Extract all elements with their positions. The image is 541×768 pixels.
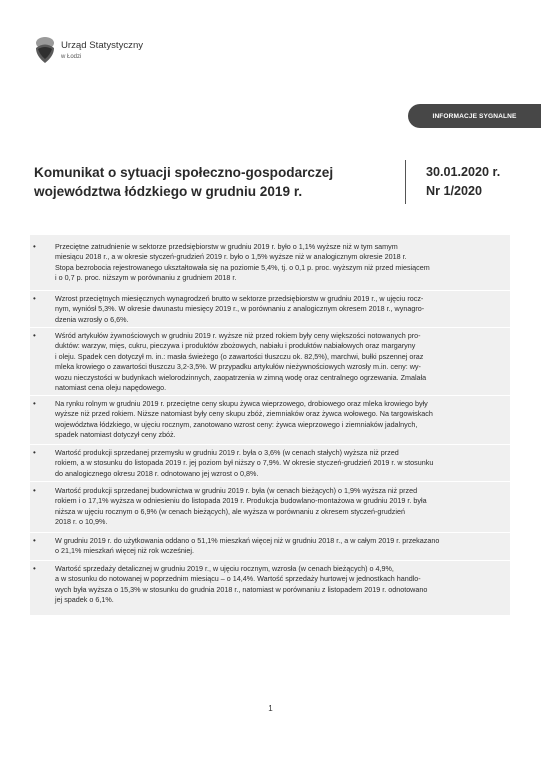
list-item-text xyxy=(55,242,505,284)
text-line: dzenia wzrosły o 6,6%. xyxy=(55,314,129,324)
text-line: Przeciętne zatrudnienie w sektorze przedsiębiorstw w grudniu 2019 r. było o 1,1% wyższe niż w tym samym xyxy=(55,242,398,251)
text-line: Wartość sprzedaży detalicznej w grudniu 2019 r., w ujęciu rocznym, wzrosła (w cenach bieżących) o 4,9%, xyxy=(55,564,394,573)
bullet-icon: • xyxy=(33,331,36,340)
text-line: Stopa bezrobocia rejestrowanego ukształtowała się na poziomie 5,4%, tj. o 0,1 p. proc. wyższym niż przed miesiącem xyxy=(55,262,430,272)
list-item-text xyxy=(55,294,505,325)
bullet-icon: • xyxy=(33,564,36,573)
text-line: i o 0,7 p. proc. niższym w porównaniu z grudniem 2018 r. xyxy=(55,273,237,283)
text-line: niższa w ujęciu rocznym o 6,9% (w cenach bieżących), ale wyższa w porównaniu z okresem styczeń-grudzień xyxy=(55,506,405,516)
text-line: a w stosunku do notowanej w poprzednim miesiącu – o 14,4%. Wartość sprzedaży hurtowej w jednostkach handlo- xyxy=(55,574,421,584)
text-line: wozu nieczystości w budynkach wielorodzinnych, zaopatrzenia w zimną wodę oraz centralnego ogrzewania. Zmalała xyxy=(55,372,427,382)
logo-subtitle: w Łodzi xyxy=(61,54,82,60)
text-line: do analogicznego okresu 2018 r. odnotowano jej wzrost o 0,8%. xyxy=(55,468,259,478)
list-item-text xyxy=(55,448,505,479)
text-line: wyższe niż przed rokiem. Niższe natomiast były ceny skupu zbóż, ziemniaków oraz żywca wołowego. Na targowiskach xyxy=(55,409,433,419)
logo xyxy=(34,34,154,74)
text-line: duktów: warzyw, mięs, cukru, pieczywa i produktów zbożowych, nabiału i produktów nabiałowych oraz margaryny xyxy=(55,341,416,351)
bullet-icon: • xyxy=(33,486,36,495)
text-line: Na rynku rolnym w grudniu 2019 r. przeciętne ceny skupu żywca wieprzowego, drobiowego oraz mleka krowiego były xyxy=(55,399,428,408)
title-line-2: województwa łódzkiego w grudniu 2019 r. xyxy=(34,184,303,199)
separator xyxy=(30,327,510,328)
text-line: rokiem i o 17,1% wyższa w odniesieniu do listopada 2019 r. Produkcja budowlano-montażowa w grudniu 2019 r. była xyxy=(55,496,427,506)
release-number: Nr 1/2020 xyxy=(426,184,483,198)
logo-name: Urząd Statystyczny xyxy=(61,40,144,51)
text-line: województwa łódzkiego, w ujęciu rocznym, zanotowano wzrost ceny: żywca wieprzowego i ziemniaków jadalnych, xyxy=(55,419,418,429)
text-line: Wartość produkcji sprzedanej przemysłu w grudniu 2019 r. była o 3,6% (w cenach stałych) wyższa niż przed xyxy=(55,448,399,457)
text-line: nym, wyniósł 5,3%. W okresie dwunastu miesięcy 2019 r., w porównaniu z analogicznym okresem 2018 r., wynagro- xyxy=(55,304,425,314)
list-item-text xyxy=(55,399,505,441)
bullet-icon: • xyxy=(33,399,36,408)
list-item-text xyxy=(55,536,505,557)
text-line: i oleju. Spadek cen dotyczył m. in.: masła świeżego (o zawartości tłuszczu ok. 82,5%), marchwi, bułki pszennej oraz xyxy=(55,351,424,361)
date-block xyxy=(426,163,500,201)
text-line: wych była wyższa o 15,3% w stosunku do grudnia 2018 r., natomiast w porównaniu z listopadem 2019 r. odnotowano xyxy=(55,584,428,594)
bullet-icon: • xyxy=(33,448,36,457)
text-line: Wzrost przeciętnych miesięcznych wynagrodzeń brutto w sektorze przedsiębiorstw w grudniu 2019 r., w ujęciu rocz- xyxy=(55,294,424,303)
text-line: Wśród artykułów żywnościowych w grudniu 2019 r. wyższe niż przed rokiem były ceny większości notowanych pro- xyxy=(55,331,421,340)
list-item-text xyxy=(55,331,505,393)
separator xyxy=(30,560,510,561)
text-line: miesiącu 2018 r., a w okresie styczeń-grudzień 2019 r. było o 1,5% wyższe niż w analogicznym okresie 2018 r. xyxy=(55,252,407,262)
summary-panel xyxy=(30,235,510,615)
text-line: jej spadek o 6,1%. xyxy=(55,595,114,605)
separator xyxy=(30,290,510,291)
page-number: 1 xyxy=(268,704,273,713)
text-line: natomiast cena oleju napędowego. xyxy=(55,383,167,393)
list-item-text xyxy=(55,564,505,606)
separator xyxy=(30,481,510,482)
text-line: 2018 r. o 10,9%. xyxy=(55,517,108,527)
text-line: mleka krowiego o zawartości tłuszczu 3,2-3,5%. W przypadku artykułów nieżywnościowych wzrosły m.in. ceny: wy- xyxy=(55,362,421,372)
bullet-icon: • xyxy=(33,536,36,545)
text-line: o 21,1% mieszkań więcej niż rok wcześniej. xyxy=(55,546,195,556)
info-badge: INFORMACJE SYGNALNE xyxy=(408,104,541,128)
release-date: 30.01.2020 r. xyxy=(426,165,501,179)
separator xyxy=(30,444,510,445)
separator xyxy=(30,395,510,396)
bullet-icon: • xyxy=(33,294,36,303)
text-line: rokiem, a w stosunku do listopada 2019 r. jej poziom był niższy o 7,9%. W okresie styczeń-grudzień 2019 r. w stosunku xyxy=(55,458,434,468)
title-line-1: Komunikat o sytuacji społeczno-gospodarczej xyxy=(34,165,334,180)
text-line: spadek natomiast dotyczył ceny zbóż. xyxy=(55,430,176,440)
logo-mark-icon xyxy=(34,36,56,64)
text-line: Wartość produkcji sprzedanej budownictwa w grudniu 2019 r. była (w cenach bieżących) o 1,9% wyższa niż przed xyxy=(55,486,418,495)
text-line: W grudniu 2019 r. do użytkowania oddano o 51,1% mieszkań więcej niż w grudniu 2018 r., a w całym 2019 r. przekazano xyxy=(55,536,440,545)
page-title xyxy=(34,163,394,201)
list-item-text xyxy=(55,486,505,528)
separator xyxy=(30,532,510,533)
title-divider xyxy=(405,160,406,204)
bullet-icon: • xyxy=(33,242,36,251)
